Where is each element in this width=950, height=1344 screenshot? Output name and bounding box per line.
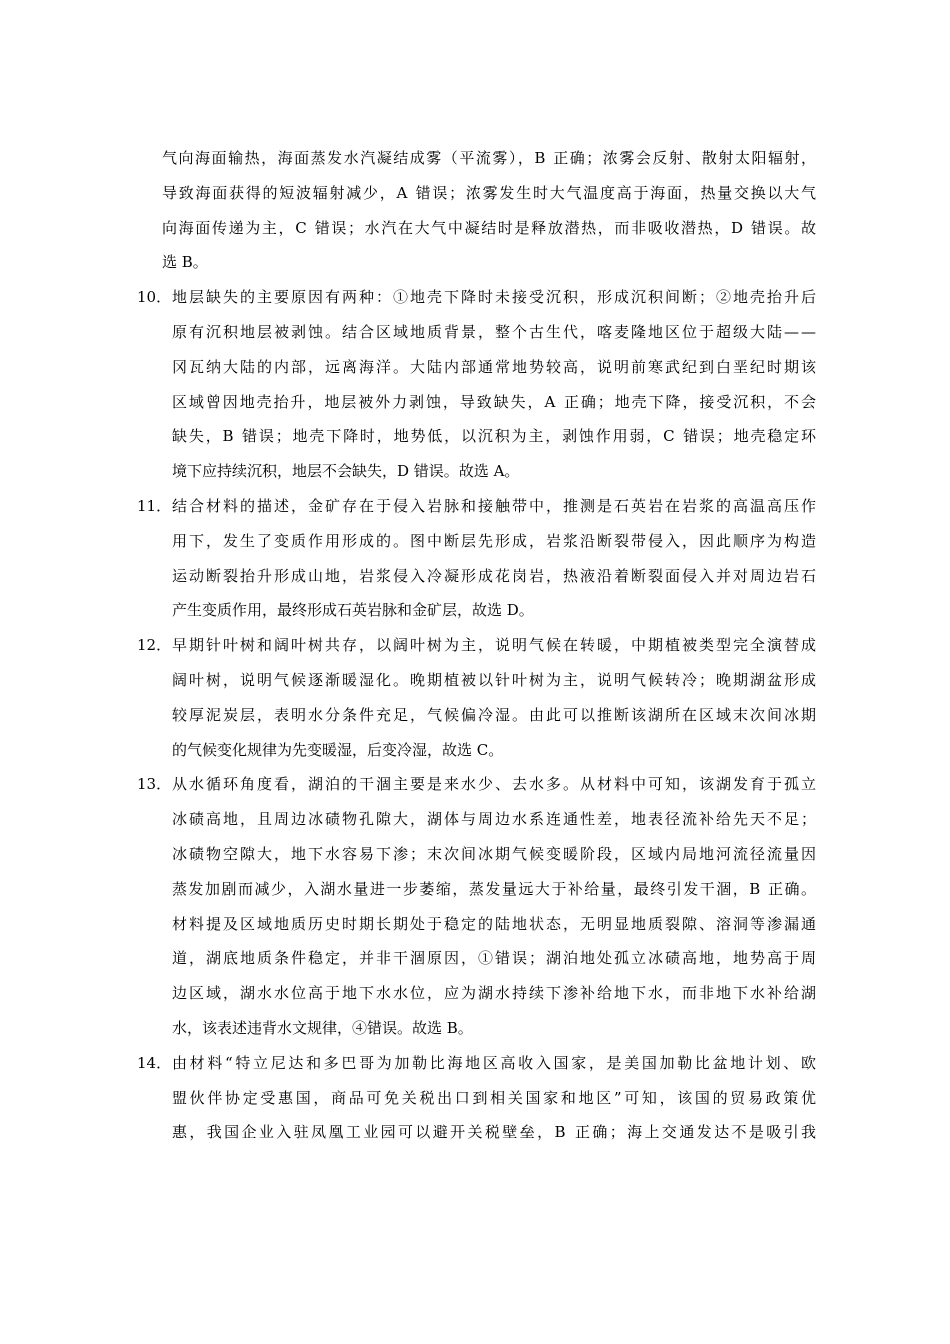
paragraph-line: 水，该表述违背水文规律，④错误。故选 B。 — [172, 1019, 473, 1037]
paragraph-line: 冈瓦纳大陆的内部，远离海洋。大陆内部通常地势较高，说明前寒武纪到白垩纪时期该 — [172, 357, 819, 376]
paragraph-line: 地层缺失的主要原因有两种：①地壳下降时未接受沉积，形成沉积间断；②地壳抬升后 — [172, 288, 819, 307]
item-number: 13． — [137, 775, 172, 794]
paragraph-line: 缺失，B 错误；地壳下降时，地势低，以沉积为主，剥蚀作用弱，C 错误；地壳稳定环 — [172, 427, 818, 446]
item-number: 14． — [137, 1053, 172, 1072]
paragraph-line: 冰碛高地，且周边冰碛物孔隙大，湖体与周边水系连通性差，地表径流补给先天不足； — [172, 810, 819, 829]
paragraph-line: 阔叶树，说明气候逐渐暖湿化。晚期植被以针叶树为主，说明气候转冷；晚期湖盆形成 — [172, 671, 819, 689]
paragraph-line: 的气候变化规律为先变暖湿，后变冷湿，故选 C。 — [172, 740, 504, 759]
paragraph-line: 用下，发生了变质作用形成的。图中断层先形成，岩浆沿断裂带侵入，因此顺序为构造 — [172, 531, 819, 550]
paragraph-line: 道，湖底地质条件稳定，并非干涸原因，①错误；湖泊地处孤立冰碛高地，地势高于周 — [172, 949, 819, 968]
paragraph-line: 原有沉积地层被剥蚀。结合区域地质背景，整个古生代，喀麦隆地区位于超级大陆—— — [172, 323, 819, 341]
paragraph-line: 早期针叶树和阔叶树共存，以阔叶树为主，说明气候在转暖，中期植被类型完全演替成 — [172, 636, 819, 655]
paragraph-line: 选 B。 — [162, 253, 208, 272]
paragraph-line: 较厚泥炭层，表明水分条件充足，气候偏冷湿。由此可以推断该湖所在区域末次间冰期 — [172, 705, 819, 724]
paragraph-line: 由材料“特立尼达和多巴哥为加勒比海地区高收入国家，是美国加勒比盆地计划、欧 — [172, 1053, 819, 1072]
paragraph-line: 冰碛物空隙大，地下水容易下渗；末次间冰期气候变暖阶段，区域内局地河流径流量因 — [172, 845, 819, 863]
paragraph-line: 材料提及区域地质历史时期长期处于稳定的陆地状态，无明显地质裂隙、溶洞等渗漏通 — [172, 914, 819, 933]
paragraph-line: 蒸发加剧而减少，入湖水量进一步萎缩，蒸发量远大于补给量，最终引发干涸，B 正确。 — [172, 879, 818, 898]
paragraph-line: 导致海面获得的短波辐射减少，A 错误；浓雾发生时大气温度高于海面，热量交换以大气 — [162, 183, 818, 202]
paragraph-line: 向海面传递为主，C 错误；水汽在大气中凝结时是释放潜热，而非吸收潜热，D 错误。故 — [162, 218, 818, 237]
paragraph-line: 产生变质作用，最终形成石英岩脉和金矿层，故选 D。 — [172, 601, 534, 620]
paragraph-line: 惠，我国企业入驻凤凰工业园可以避开关税壁垒，B 正确；海上交通发达不是吸引我 — [172, 1123, 819, 1142]
paragraph-line: 结合材料的描述，金矿存在于侵入岩脉和接触带中，推测是石英岩在岩浆的高温高压作 — [172, 497, 819, 515]
paragraph-line: 从水循环角度看，湖泊的干涸主要是来水少、去水多。从材料中可知，该湖发育于孤立 — [172, 775, 819, 794]
item-number: 10． — [137, 288, 172, 307]
paragraph-line: 区域曾因地壳抬升，地层被外力剥蚀，导致缺失，A 正确；地壳下降，接受沉积，不会 — [172, 392, 818, 411]
paragraph-line: 盟伙伴协定受惠国，商品可免关税出口到相关国家和地区”可知，该国的贸易政策优 — [172, 1088, 819, 1107]
paragraph-line: 边区域，湖水水位高于地下水水位，应为湖水持续下渗补给地下水，而非地下水补给湖 — [172, 984, 819, 1003]
paragraph-line: 运动断裂抬升形成山地，岩浆侵入冷凝形成花岗岩，热液沿着断裂面侵入并对周边岩石 — [172, 566, 819, 585]
paragraph-line: 气向海面输热，海面蒸发水汽凝结成雾（平流雾），B 正确；浓雾会反射、散射太阳辐射， — [162, 149, 818, 167]
paragraph-line: 境下应持续沉积，地层不会缺失，D 错误。故选 A。 — [172, 462, 520, 481]
item-number: 11． — [137, 497, 172, 515]
item-number: 12． — [137, 636, 172, 655]
